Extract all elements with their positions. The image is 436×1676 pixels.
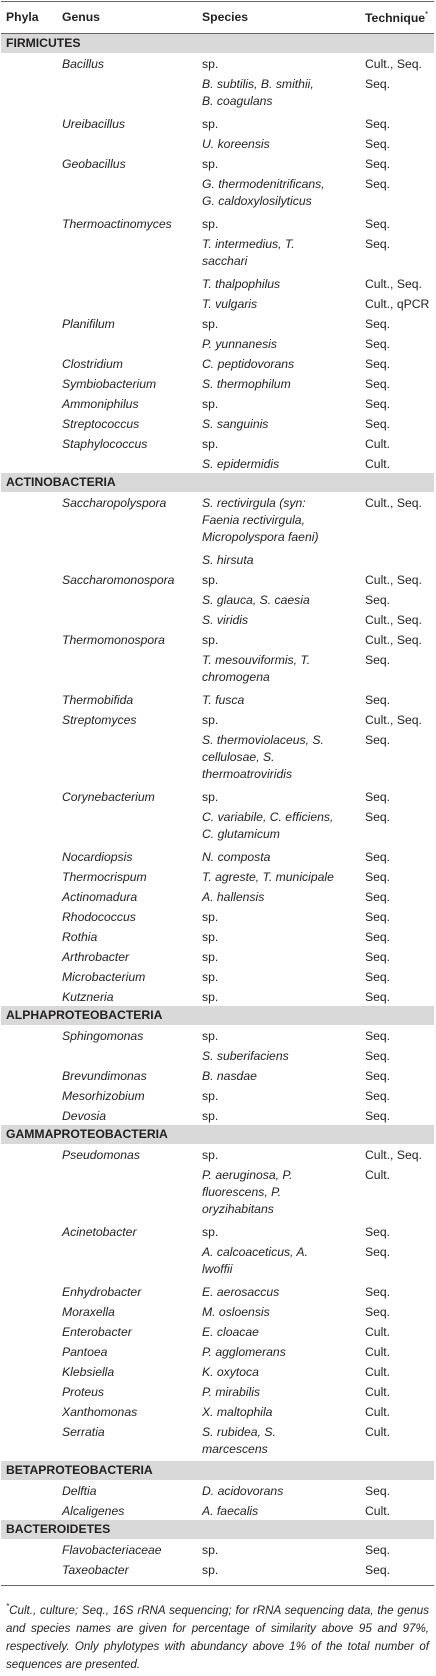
- footnote-text: Cult., culture; Seq., 16S rRNA sequencing; for rRNA sequencing data, the genus and species names are given for percentage of similarity above 95 and 97%, respectively. Only phylotypes with abundancy above 1% of the total number of sequences are presented.: [6, 1603, 429, 1671]
- species-cell: S. thermoviolaceus, S. cellulosae, S. thermoatroviridis: [202, 733, 324, 781]
- technique-cell: Seq.: [365, 870, 391, 884]
- species-cell: S. rubidea, S. marcescens: [202, 1425, 276, 1456]
- species-cell: E. cloacae: [202, 1325, 259, 1339]
- header-technique: [365, 10, 428, 25]
- table-row: [1, 589, 434, 609]
- technique-cell: Seq.: [365, 1029, 391, 1043]
- phylum-row: [1, 473, 434, 492]
- phylum-label: BETAPROTEOBACTERIA: [6, 1463, 153, 1477]
- species-cell: S. rectivirgula (syn: Faenia rectivirgula, Micropolyspora faeni): [202, 496, 319, 544]
- species-cell: sp.: [202, 1543, 219, 1557]
- species-cell: sp.: [202, 117, 219, 131]
- species-cell: sp.: [202, 1109, 219, 1123]
- genus-cell: Rhodococcus: [62, 910, 136, 924]
- species-cell: A. calcoaceticus, A. lwoffii: [202, 1245, 308, 1276]
- technique-cell: Seq.: [365, 1109, 391, 1123]
- genus-cell: Rothia: [62, 930, 98, 944]
- technique-cell: Seq.: [365, 850, 391, 864]
- genus-cell: Staphylococcus: [62, 437, 148, 451]
- species-cell: S. suberifaciens: [202, 1049, 289, 1063]
- table-row: [1, 233, 434, 273]
- phylum-row: [1, 1006, 434, 1025]
- table-row: [1, 629, 434, 649]
- genus-cell: Kutzneria: [62, 990, 114, 1004]
- species-cell: sp.: [202, 1089, 219, 1103]
- genus-cell: Brevundimonas: [62, 1069, 147, 1083]
- species-cell: C. peptidovorans: [202, 357, 295, 371]
- table-row: [1, 433, 434, 453]
- technique-cell: Seq.: [365, 1089, 391, 1103]
- technique-cell: Seq.: [365, 790, 391, 804]
- genus-cell: Alcaligenes: [62, 1504, 125, 1518]
- technique-cell: Seq.: [365, 317, 391, 331]
- table-row: [1, 966, 434, 986]
- table-row: [1, 549, 434, 569]
- genus-cell: Thermocrispum: [62, 870, 147, 884]
- genus-cell: Serratia: [62, 1425, 105, 1439]
- technique-cell: Seq.: [365, 237, 391, 251]
- genus-cell: Planifilum: [62, 317, 115, 331]
- table-row: [1, 213, 434, 233]
- technique-cell: Seq.: [365, 693, 391, 707]
- table-row: [1, 1381, 434, 1401]
- technique-cell: Cult.: [365, 1345, 391, 1359]
- species-cell: G. thermodenitrificans, G. caldoxylosilyticus: [202, 177, 325, 208]
- table-row: [1, 113, 434, 133]
- genus-cell: Streptomyces: [62, 713, 137, 727]
- species-cell: S. viridis: [202, 613, 249, 627]
- technique-cell: Cult.: [365, 1425, 391, 1439]
- genus-cell: Pseudomonas: [62, 1148, 140, 1162]
- technique-cell: Cult.: [365, 1405, 391, 1419]
- table-row: [1, 1105, 434, 1125]
- species-cell: T. vulgaris: [202, 297, 258, 311]
- genus-cell: Xanthomonas: [62, 1405, 138, 1419]
- genus-cell: Clostridium: [62, 357, 123, 371]
- genus-cell: Ureibacillus: [62, 117, 125, 131]
- table-row: [1, 313, 434, 333]
- phylum-label: ALPHAPROTEOBACTERIA: [6, 1008, 163, 1022]
- technique-cell: Cult., Seq.: [365, 277, 422, 291]
- species-cell: sp.: [202, 930, 219, 944]
- table-row: [1, 1025, 434, 1045]
- species-cell: T. thalpophilus: [202, 277, 281, 291]
- technique-cell: Seq.: [365, 1225, 391, 1239]
- species-cell: sp.: [202, 1225, 219, 1239]
- technique-cell: Cult., Seq.: [365, 633, 422, 647]
- species-cell: U. koreensis: [202, 137, 270, 151]
- table-row: [1, 53, 434, 73]
- header-species: Species: [202, 10, 249, 24]
- technique-cell: Seq.: [365, 810, 391, 824]
- species-cell: sp.: [202, 910, 219, 924]
- technique-cell: Seq.: [365, 1069, 391, 1083]
- table-row: [1, 1321, 434, 1341]
- table-row: [1, 353, 434, 373]
- technique-cell: Seq.: [365, 890, 391, 904]
- phylum-row: [1, 34, 434, 53]
- genus-cell: Flavobacteriaceae: [62, 1543, 162, 1557]
- species-cell: sp.: [202, 1029, 219, 1043]
- genus-cell: Mesorhizobium: [62, 1089, 145, 1103]
- species-cell: T. mesouviformis, T. chromogena: [202, 653, 311, 684]
- technique-cell: Seq.: [365, 930, 391, 944]
- table-body: [1, 34, 434, 1579]
- genus-cell: Geobacillus: [62, 157, 126, 171]
- species-cell: K. oxytoca: [202, 1365, 259, 1379]
- table-row: [1, 1045, 434, 1065]
- technique-cell: Seq.: [365, 1484, 391, 1498]
- table-row: [1, 1221, 434, 1241]
- table-row: [1, 569, 434, 589]
- genus-cell: Bacillus: [62, 57, 104, 71]
- technique-cell: Seq.: [365, 397, 391, 411]
- species-cell: S. sanguinis: [202, 417, 269, 431]
- table-row: [1, 1341, 434, 1361]
- genus-cell: Corynebacterium: [62, 790, 155, 804]
- species-cell: E. aerosaccus: [202, 1285, 280, 1299]
- technique-cell: Cult.: [365, 437, 391, 451]
- species-cell: sp.: [202, 790, 219, 804]
- technique-cell: Seq.: [365, 417, 391, 431]
- table-row: [1, 1281, 434, 1301]
- technique-cell: Seq.: [365, 1285, 391, 1299]
- table-row: [1, 886, 434, 906]
- technique-cell: Cult., Seq.: [365, 1148, 422, 1162]
- technique-cell: Cult., Seq.: [365, 713, 422, 727]
- species-cell: P. mirabilis: [202, 1385, 261, 1399]
- species-cell: T. fusca: [202, 693, 245, 707]
- technique-cell: Seq.: [365, 653, 391, 667]
- genus-cell: Thermobifida: [62, 693, 134, 707]
- table-row: [1, 1301, 434, 1321]
- technique-cell: Seq.: [365, 377, 391, 391]
- header-technique-label: Technique: [365, 11, 426, 26]
- phylum-row: [1, 1125, 434, 1144]
- genus-cell: Devosia: [62, 1109, 107, 1123]
- table-row: [1, 1361, 434, 1381]
- genus-cell: Nocardiopsis: [62, 850, 133, 864]
- technique-cell: Cult., Seq.: [365, 57, 422, 71]
- species-cell: B. nasdae: [202, 1069, 257, 1083]
- genus-cell: Acinetobacter: [62, 1225, 137, 1239]
- species-cell: D. acidovorans: [202, 1484, 284, 1498]
- species-cell: sp.: [202, 397, 219, 411]
- technique-cell: Cult., Seq.: [365, 496, 422, 510]
- table-row: [1, 1065, 434, 1085]
- phylum-row: [1, 1520, 434, 1539]
- genus-cell: Klebsiella: [62, 1365, 115, 1379]
- table-row: [1, 393, 434, 413]
- table-row: [1, 786, 434, 806]
- technique-cell: Seq.: [365, 357, 391, 371]
- technique-cell: Seq.: [365, 990, 391, 1004]
- table-row: [1, 373, 434, 393]
- phylum-label: GAMMAPROTEOBACTERIA: [6, 1127, 168, 1141]
- species-cell: B. subtilis, B. smithii, B. coagulans: [202, 77, 314, 108]
- table-row: [1, 609, 434, 629]
- table-row: [1, 413, 434, 433]
- species-cell: T. intermedius, T. sacchari: [202, 237, 295, 268]
- technique-cell: Cult., qPCR: [365, 297, 430, 311]
- technique-cell: Cult., Seq.: [365, 573, 422, 587]
- table-row: [1, 1085, 434, 1105]
- species-cell: S. thermophilum: [202, 377, 291, 391]
- phylum-label: ACTINOBACTERIA: [6, 475, 116, 489]
- table-row: [1, 1144, 434, 1164]
- table-row: [1, 1559, 434, 1579]
- technique-cell: Seq.: [365, 177, 391, 191]
- table-row: [1, 1401, 434, 1421]
- species-cell: sp.: [202, 437, 219, 451]
- table-footnote: [1, 1585, 434, 1674]
- technique-cell: Seq.: [365, 1049, 391, 1063]
- technique-cell: Cult.: [365, 1385, 391, 1399]
- species-cell: sp.: [202, 950, 219, 964]
- species-cell: sp.: [202, 970, 219, 984]
- table-row: [1, 1480, 434, 1500]
- technique-cell: Seq.: [365, 1543, 391, 1557]
- species-cell: P. agglomerans: [202, 1345, 286, 1359]
- species-cell: P. yunnanesis: [202, 337, 277, 351]
- table-row: [1, 1241, 434, 1281]
- technique-cell: Seq.: [365, 593, 391, 607]
- genus-cell: Saccharopolyspora: [62, 496, 167, 510]
- footnote-mark: *: [6, 1602, 10, 1611]
- species-cell: S. hirsuta: [202, 553, 254, 567]
- header-phyla: Phyla: [6, 10, 39, 24]
- genus-cell: Streptococcus: [62, 417, 140, 431]
- technique-cell: Seq.: [365, 970, 391, 984]
- species-cell: sp.: [202, 1563, 219, 1577]
- header-technique-mark: *: [425, 10, 429, 19]
- species-cell: sp.: [202, 57, 219, 71]
- genus-cell: Thermomonospora: [62, 633, 165, 647]
- technique-cell: Seq.: [365, 217, 391, 231]
- species-cell: T. agreste, T. municipale: [202, 870, 334, 884]
- technique-cell: Seq.: [365, 910, 391, 924]
- header-genus: Genus: [62, 10, 100, 24]
- species-cell: sp.: [202, 573, 219, 587]
- technique-cell: Cult.: [365, 1168, 391, 1182]
- genus-cell: Ammoniphilus: [62, 397, 139, 411]
- table-row: [1, 906, 434, 926]
- species-cell: sp.: [202, 1148, 219, 1162]
- table-row: [1, 153, 434, 173]
- species-cell: sp.: [202, 990, 219, 1004]
- table-row: [1, 806, 434, 846]
- species-cell: A. faecalis: [202, 1504, 259, 1518]
- species-cell: sp.: [202, 317, 219, 331]
- table-header: [1, 1, 434, 34]
- table-row: [1, 273, 434, 293]
- table-row: [1, 492, 434, 549]
- species-cell: sp.: [202, 633, 219, 647]
- species-cell: S. epidermidis: [202, 457, 280, 471]
- species-cell: sp.: [202, 217, 219, 231]
- table-row: [1, 986, 434, 1006]
- phylum-label: BACTEROIDETES: [6, 1522, 111, 1536]
- table-row: [1, 649, 434, 689]
- genus-cell: Pantoea: [62, 1345, 108, 1359]
- genus-cell: Arthrobacter: [62, 950, 130, 964]
- genus-cell: Enterobacter: [62, 1325, 132, 1339]
- genus-cell: Symbiobacterium: [62, 377, 157, 391]
- table-row: [1, 1421, 434, 1461]
- technique-cell: Seq.: [365, 1245, 391, 1259]
- table-row: [1, 866, 434, 886]
- table-row: [1, 133, 434, 153]
- genus-cell: Taxeobacter: [62, 1563, 129, 1577]
- genus-cell: Moraxella: [62, 1305, 115, 1319]
- technique-cell: Seq.: [365, 77, 391, 91]
- phylum-label: FIRMICUTES: [6, 36, 81, 50]
- table-row: [1, 173, 434, 213]
- genus-cell: Actinomadura: [62, 890, 138, 904]
- species-cell: P. aeruginosa, P. fluorescens, P. oryzihabitans: [202, 1168, 293, 1216]
- technique-cell: Cult.: [365, 1504, 391, 1518]
- species-cell: M. osloensis: [202, 1305, 270, 1319]
- technique-cell: Cult., Seq.: [365, 613, 422, 627]
- genus-cell: Thermoactinomyces: [62, 217, 172, 231]
- technique-cell: Seq.: [365, 1305, 391, 1319]
- species-cell: C. variabile, C. efficiens, C. glutamicum: [202, 810, 334, 841]
- technique-cell: Cult.: [365, 1365, 391, 1379]
- species-cell: X. maltophila: [202, 1405, 273, 1419]
- table-row: [1, 453, 434, 473]
- table-row: [1, 73, 434, 113]
- technique-cell: Cult.: [365, 1325, 391, 1339]
- table-row: [1, 1164, 434, 1221]
- genus-cell: Sphingomonas: [62, 1029, 144, 1043]
- table-row: [1, 293, 434, 313]
- technique-cell: Seq.: [365, 117, 391, 131]
- table-row: [1, 729, 434, 786]
- technique-cell: Seq.: [365, 157, 391, 171]
- technique-cell: Seq.: [365, 1563, 391, 1577]
- genus-cell: Delftia: [62, 1484, 97, 1498]
- technique-cell: Seq.: [365, 950, 391, 964]
- technique-cell: Seq.: [365, 337, 391, 351]
- table-row: [1, 946, 434, 966]
- species-cell: sp.: [202, 157, 219, 171]
- technique-cell: Seq.: [365, 137, 391, 151]
- genus-cell: Proteus: [62, 1385, 105, 1399]
- table-row: [1, 926, 434, 946]
- genus-cell: Enhydrobacter: [62, 1285, 142, 1299]
- table-row: [1, 689, 434, 709]
- phylotype-table: [1, 1, 434, 1674]
- technique-cell: Cult.: [365, 457, 391, 471]
- species-cell: S. glauca, S. caesia: [202, 593, 310, 607]
- technique-cell: Seq.: [365, 733, 391, 747]
- phylum-row: [1, 1461, 434, 1480]
- genus-cell: Saccharomonospora: [62, 573, 175, 587]
- table-row: [1, 333, 434, 353]
- table-row: [1, 1500, 434, 1520]
- species-cell: A. hallensis: [202, 890, 265, 904]
- table-row: [1, 709, 434, 729]
- table-row: [1, 1539, 434, 1559]
- species-cell: sp.: [202, 713, 219, 727]
- table-row: [1, 846, 434, 866]
- genus-cell: Microbacterium: [62, 970, 146, 984]
- species-cell: N. composta: [202, 850, 271, 864]
